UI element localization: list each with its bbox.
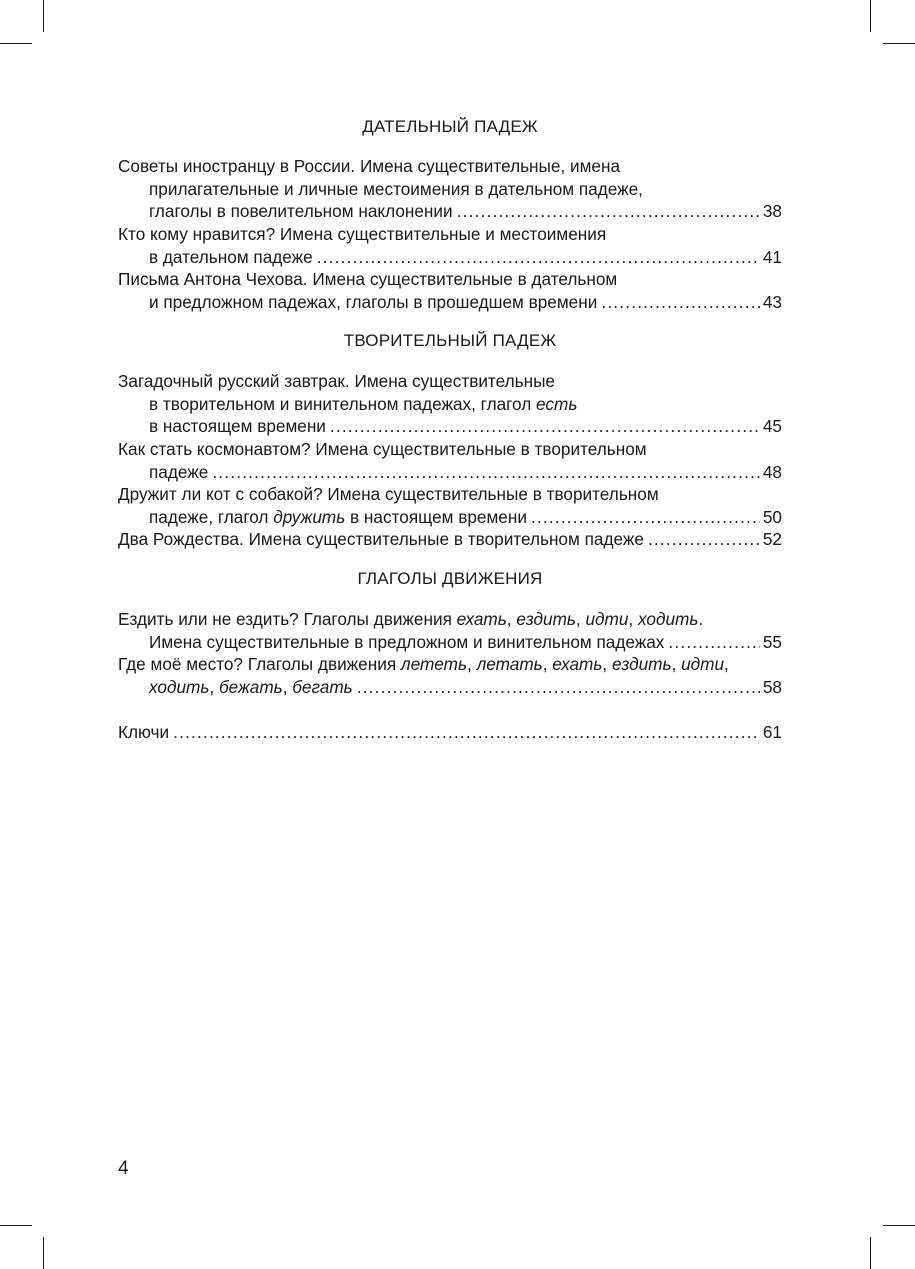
entry-title: Дружит ли кот с собакой? Имена существительные в творительном — [118, 484, 659, 504]
entry-page-number: 43 — [762, 291, 782, 312]
toc-entry[interactable] — [118, 608, 782, 653]
section-title-instrumental: ТВОРИТЕЛЬНЫЙ ПАДЕЖ — [343, 331, 557, 350]
toc-entry[interactable] — [118, 268, 782, 313]
toc-entry[interactable] — [118, 370, 782, 438]
entry-page-number: 61 — [762, 722, 782, 742]
dot-leader — [668, 631, 759, 654]
entry-page-number: 38 — [762, 201, 782, 222]
entry-subtitle: глаголы в повелительном наклонении — [149, 201, 453, 222]
crop-mark — [43, 1237, 44, 1269]
page-number: 4 — [118, 1158, 129, 1179]
section-title-motion-verbs: ГЛАГОЛЫ ДВИЖЕНИЯ — [357, 569, 543, 588]
dot-leader — [457, 200, 760, 223]
crop-mark — [870, 1237, 871, 1269]
entry-title: Письма Антона Чехова. Имена существительные в дательном — [118, 269, 618, 289]
crop-mark — [870, 0, 871, 32]
entry-subtitle: и предложном падежах, глаголы в прошедшем времени — [149, 291, 598, 312]
crop-mark — [0, 1225, 32, 1226]
entry-page-number: 41 — [762, 246, 782, 267]
dot-leader — [173, 721, 760, 744]
dot-leader — [212, 461, 760, 484]
entry-page-number: 52 — [762, 529, 782, 549]
crop-mark — [0, 43, 32, 44]
toc-entry[interactable] — [118, 223, 782, 268]
entry-subtitle: Имена существительные в предложном и винительном падежах — [149, 631, 665, 652]
toc-entry[interactable] — [118, 438, 782, 483]
dot-leader — [531, 506, 760, 529]
toc-entry[interactable] — [118, 483, 782, 528]
toc-entry[interactable] — [118, 653, 782, 698]
entry-title: Загадочный русский завтрак. Имена существительные — [118, 371, 555, 391]
entry-subtitle: в творительном и винительном падежах, глагол есть — [149, 393, 578, 414]
entry-subtitle: в дательном падеже — [149, 246, 313, 267]
entry-title: Где моё место? Глаголы движения лететь, летать, ехать, ездить, идти, — [118, 654, 729, 674]
crop-mark — [43, 0, 44, 32]
dot-leader — [601, 291, 760, 314]
toc-entry[interactable] — [118, 155, 782, 223]
crop-mark — [883, 1225, 915, 1226]
dot-leader — [317, 246, 760, 269]
crop-mark — [883, 43, 915, 44]
entry-title: Два Рождества. Имена существительные в творительном падеже — [118, 529, 644, 549]
entry-page-number: 58 — [762, 676, 782, 697]
toc-entry[interactable] — [118, 528, 782, 551]
entry-page-number: 55 — [762, 631, 782, 652]
entry-subtitle: падеже — [149, 461, 209, 482]
entry-page-number: 45 — [762, 416, 782, 437]
entry-title: Советы иностранцу в России. Имена существительные, имена — [118, 156, 621, 176]
dot-leader — [357, 676, 760, 699]
entry-title: Ездить или не ездить? Глаголы движения ехать, ездить, идти, ходить. — [118, 609, 704, 629]
toc-entry-keys[interactable] — [118, 721, 782, 744]
entry-page-number: 50 — [762, 506, 782, 527]
entry-subtitle: ходить, бежать, бегать — [149, 676, 353, 697]
entry-subtitle: падеже, глагол дружить в настоящем времени — [149, 506, 527, 527]
entry-subtitle: в настоящем времени — [149, 416, 326, 437]
entry-title: Как стать космонавтом? Имена существительные в творительном — [118, 439, 647, 459]
entry-page-number: 48 — [762, 461, 782, 482]
dot-leader — [648, 528, 760, 551]
dot-leader — [330, 415, 760, 438]
keys-label: Ключи — [118, 722, 170, 742]
entry-subtitle: прилагательные и личные местоимения в дательном падеже, — [149, 178, 643, 199]
entry-title: Кто кому нравится? Имена существительные и местоимения — [118, 224, 607, 244]
section-title-dative: ДАТЕЛЬНЫЙ ПАДЕЖ — [362, 117, 538, 136]
